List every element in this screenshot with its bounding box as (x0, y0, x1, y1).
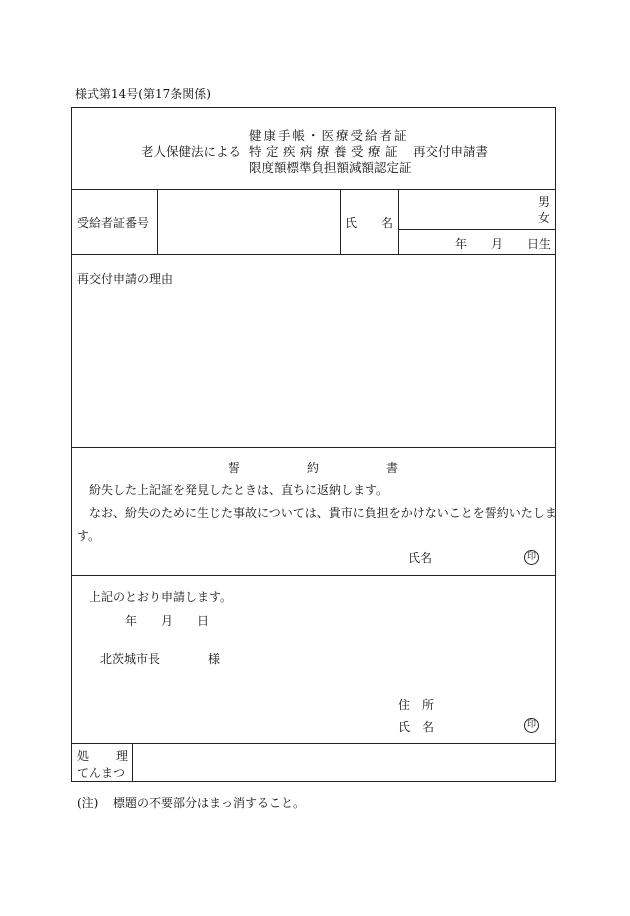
addressee: 北茨城市長 (100, 652, 161, 666)
note-text: 標題の不要部分はまっ消すること。 (113, 796, 306, 810)
name-label-part: 名 (381, 216, 394, 230)
gender-female[interactable]: 女 (538, 211, 551, 225)
title-prefix: 老人保健法による (141, 144, 242, 159)
pledge-name-label: 氏名 (408, 551, 433, 565)
title-line-2: 特定疾病療養受療証 (249, 144, 403, 159)
name-field[interactable] (401, 192, 531, 227)
applicant-name-field[interactable] (440, 715, 518, 735)
applicant-name-label-part: 氏 (398, 720, 411, 734)
pledge-title-part: 約 (307, 461, 320, 475)
birth-month-label: 月 (491, 237, 504, 251)
pledge-line-3: す。 (77, 529, 101, 543)
pledge-line-2: なお、紛失のために生じた事故については、貴市に負担をかけないことを誓約いたしま (89, 506, 557, 520)
applicant-name-label-part: 名 (422, 720, 435, 734)
processing-field[interactable] (135, 746, 553, 779)
title-line-3: 限度額標準負担額減額認定証 (249, 160, 412, 175)
divider (71, 447, 556, 448)
name-label-part: 氏 (345, 216, 358, 230)
birth-year-label: 年 (455, 237, 468, 251)
divider (398, 189, 399, 254)
pledge-name-field[interactable] (436, 546, 516, 566)
processing-label-part: てんまつ (77, 766, 126, 780)
birth-day-label: 日生 (527, 237, 552, 251)
address-field[interactable] (440, 693, 550, 713)
pledge-title-part: 書 (386, 461, 399, 475)
divider (340, 189, 341, 254)
pledge-title-part: 誓 (228, 461, 241, 475)
pledge-seal-icon: 印 (524, 550, 539, 565)
processing-label-part: 理 (116, 749, 129, 763)
applicant-seal-icon: 印 (524, 718, 539, 733)
reason-field[interactable] (74, 290, 552, 440)
pledge-line-1: 紛失した上記証を発見したときは、直ちに返納します。 (89, 483, 389, 497)
divider (157, 189, 158, 254)
divider (71, 575, 556, 576)
recipient-number-label: 受給者証番号 (77, 216, 150, 230)
divider (71, 743, 556, 744)
application-month-label: 月 (161, 614, 174, 628)
application-statement: 上記のとおり申請します。 (89, 590, 233, 604)
address-label-part: 所 (422, 698, 435, 712)
recipient-number-field[interactable] (160, 192, 338, 252)
gender-male[interactable]: 男 (538, 195, 551, 209)
honorific: 様 (208, 652, 221, 666)
application-year-label: 年 (125, 614, 138, 628)
divider (398, 229, 556, 230)
divider (71, 254, 556, 255)
divider (71, 189, 556, 190)
form-number: 様式第14号(第17条関係) (75, 87, 211, 101)
note-label: (注) (77, 796, 99, 810)
title-suffix: 再交付申請書 (413, 144, 489, 159)
processing-label-part: 処 (77, 749, 90, 763)
address-label-part: 住 (398, 698, 411, 712)
reason-label: 再交付申請の理由 (77, 272, 174, 286)
title-line-1: 健康手帳・医療受給者証 (249, 128, 409, 143)
divider (132, 743, 133, 782)
application-day-label: 日 (197, 614, 210, 628)
